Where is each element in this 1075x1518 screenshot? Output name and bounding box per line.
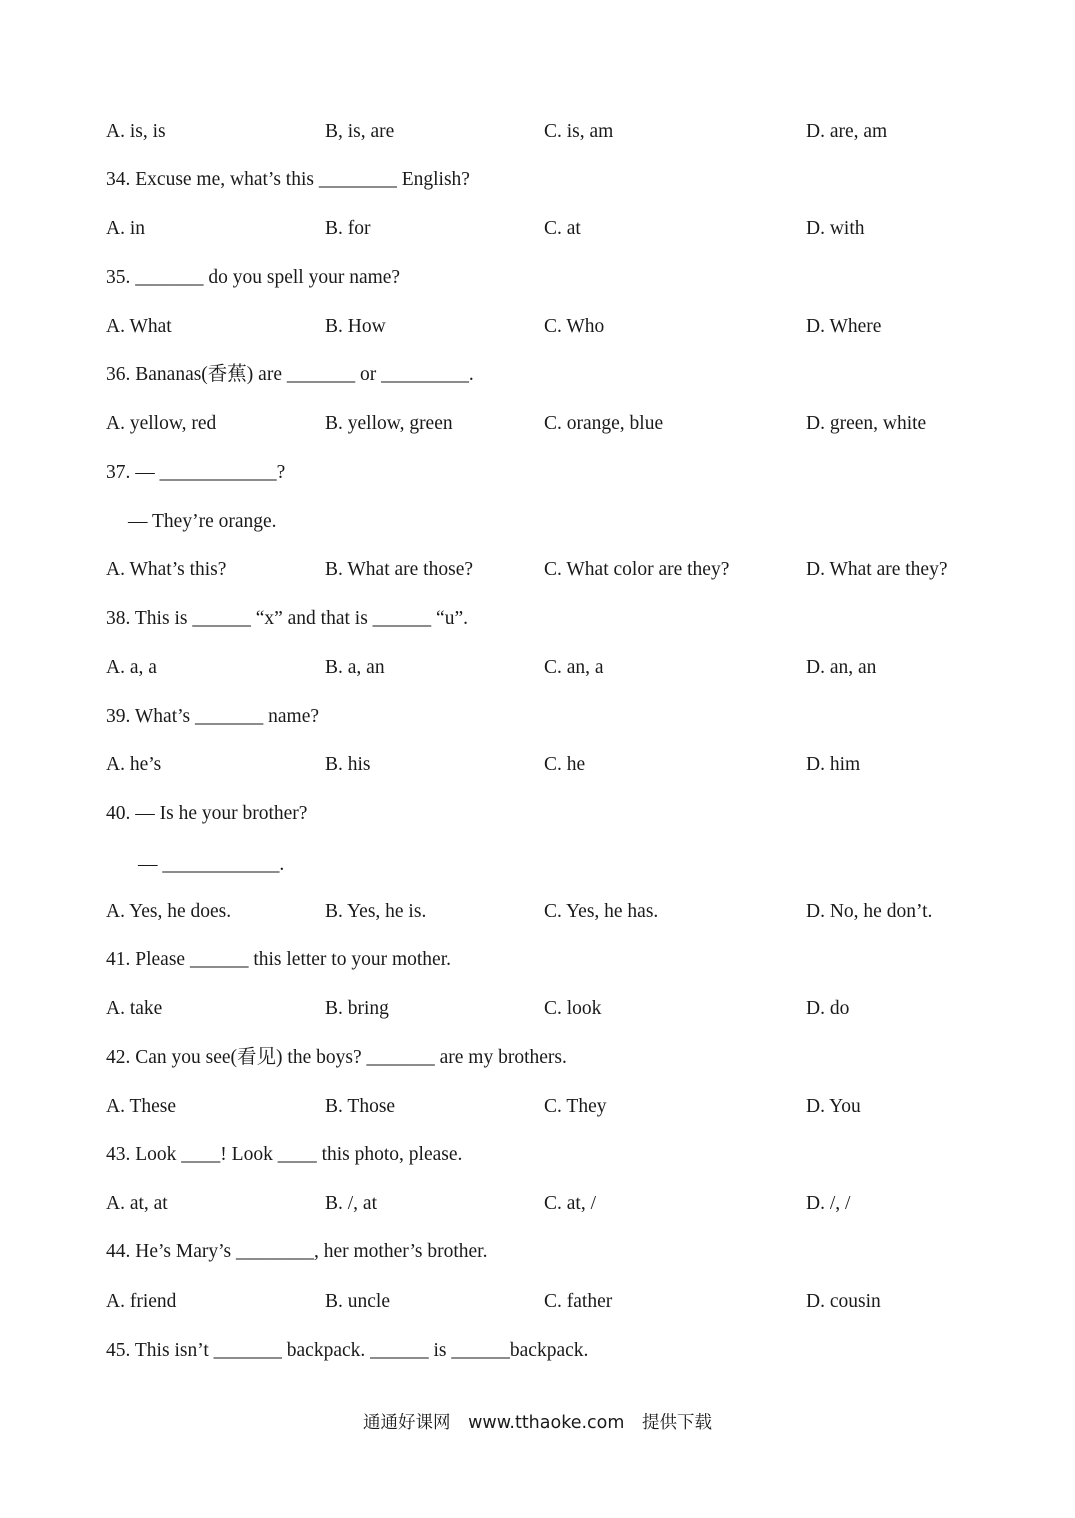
question-44: 44. He’s Mary’s ________, her mother’s brother.	[106, 1241, 488, 1262]
option-a: A. is, is	[106, 121, 166, 142]
answer-line: — ____________.	[138, 854, 285, 875]
option-a: A. What	[106, 316, 172, 337]
option-a: A. at, at	[106, 1193, 168, 1214]
option-a: A. a, a	[106, 657, 157, 678]
option-a: A. he’s	[106, 754, 162, 775]
option-b: B. uncle	[325, 1291, 390, 1312]
page-footer	[0, 1409, 1075, 1437]
option-a: A. friend	[106, 1291, 177, 1312]
question-37: 37. — ____________?	[106, 462, 286, 483]
question-39: 39. What’s _______ name?	[106, 706, 320, 727]
option-row	[106, 312, 1015, 342]
option-b: B. Those	[325, 1096, 396, 1117]
option-d: D. cousin	[806, 1291, 881, 1312]
option-c: C. an, a	[544, 657, 604, 678]
question-40: 40. — Is he your brother?	[106, 803, 308, 824]
question-36: 36. Bananas(香蕉) are _______ or _________.	[106, 364, 474, 385]
option-row	[106, 1092, 1015, 1122]
question-43: 43. Look ____! Look ____ this photo, please.	[106, 1144, 463, 1165]
option-c: C. he	[544, 754, 586, 775]
option-row	[106, 214, 1015, 244]
option-c: C. father	[544, 1291, 613, 1312]
option-a: A. These	[106, 1096, 177, 1117]
question-41: 41. Please ______ this letter to your mother.	[106, 949, 451, 970]
option-b: B. for	[325, 218, 371, 239]
option-c: C. Who	[544, 316, 605, 337]
option-row	[106, 994, 1015, 1024]
option-row	[106, 897, 1015, 927]
option-d: D. You	[806, 1096, 861, 1117]
option-row	[106, 653, 1015, 683]
option-row	[106, 555, 1015, 585]
footer-site-name: 通通好课网	[362, 1413, 451, 1433]
option-a: A. yellow, red	[106, 413, 217, 434]
option-b: B. What are those?	[325, 559, 474, 580]
question-42: 42. Can you see(看见) the boys? _______ are my brothers.	[106, 1047, 567, 1068]
option-d: D. do	[806, 998, 850, 1019]
option-row	[106, 750, 1015, 780]
option-b: B. Yes, he is.	[325, 901, 427, 922]
footer-url[interactable]: www.tthaoke.com	[468, 1413, 625, 1433]
option-d: D. What are they?	[806, 559, 948, 580]
option-b: B. his	[325, 754, 371, 775]
question-34: 34. Excuse me, what’s this ________ English?	[106, 169, 470, 190]
option-c: C. at	[544, 218, 581, 239]
option-d: D. are, am	[806, 121, 888, 142]
option-a: A. What’s this?	[106, 559, 227, 580]
option-d: D. Where	[806, 316, 882, 337]
answer-line: — They’re orange.	[128, 511, 277, 532]
option-d: D. green, white	[806, 413, 927, 434]
option-b: B. /, at	[325, 1193, 377, 1214]
option-b: B. How	[325, 316, 386, 337]
option-c: C. orange, blue	[544, 413, 664, 434]
option-a: A. in	[106, 218, 145, 239]
footer-note: 提供下载	[642, 1413, 712, 1433]
option-d: D. him	[806, 754, 861, 775]
option-a: A. Yes, he does.	[106, 901, 232, 922]
question-35: 35. _______ do you spell your name?	[106, 267, 401, 288]
option-d: D. with	[806, 218, 865, 239]
option-row	[106, 1189, 1015, 1219]
question-45: 45. This isn’t _______ backpack. ______ is ______backpack.	[106, 1340, 589, 1361]
option-row	[106, 1287, 1015, 1317]
option-b: B, is, are	[325, 121, 395, 142]
option-b: B. a, an	[325, 657, 385, 678]
option-c: C. look	[544, 998, 602, 1019]
option-b: B. yellow, green	[325, 413, 453, 434]
option-row	[106, 409, 1015, 439]
option-c: C. They	[544, 1096, 607, 1117]
option-b: B. bring	[325, 998, 389, 1019]
question-38: 38. This is ______ “x” and that is ______ “u”.	[106, 608, 468, 629]
option-d: D. /, /	[806, 1193, 851, 1214]
option-c: C. at, /	[544, 1193, 596, 1214]
option-row	[106, 117, 1015, 147]
option-d: D. an, an	[806, 657, 877, 678]
option-a: A. take	[106, 998, 163, 1019]
option-c: C. Yes, he has.	[544, 901, 659, 922]
option-c: C. is, am	[544, 121, 614, 142]
option-d: D. No, he don’t.	[806, 901, 933, 922]
option-c: C. What color are they?	[544, 559, 730, 580]
